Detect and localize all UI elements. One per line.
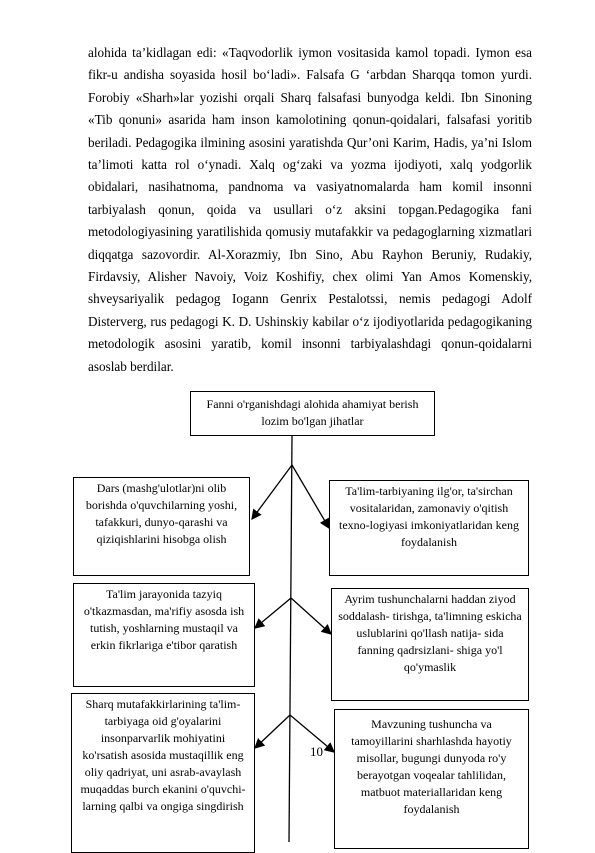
diagram-box-left-3: Sharq mutafakkirlarining ta'lim-tarbiyaga oid g'oyalarini insonparvarlik mohiyatini ko'rsatish asosida mustaqillik eng oliy qadriyat, uni asrab-avaylash muqaddas burch ekanini o'quvchi-larning qalbi va ongiga singdirish (71, 693, 255, 853)
page-number: 10 (310, 744, 323, 759)
diagram-box-right-1: Ta'lim-tarbiyaning ilg'or, ta'sirchan vositalaridan, zamonaviy o'qitish texno-logiyasi imkoniyatlaridan keng foydalanish (329, 480, 529, 576)
diagram-box-right-3: Mavzuning tushuncha va tamoyillarini sharhlashda hayotiy misollar, bugungi dunyoda ro'y berayotgan voqealar tahlilidan, matbuot materiallaridan keng foydalanish (334, 709, 529, 849)
body-paragraph: alohida ta’kidlagan edi: «Taqvodorlik iymon vositasida kamol topadi. Iymon esa fikr-u andisha soyasida hosil bo‘ladi». Falsafa G ‘arbdan Sharqqa tomon yurdi. Forobiy «Sharh»lar yozishi orqali Sharq falsafasi bunyodga keldi. Ibn Sinoning «Tib qonuni» asarida ham inson kamolotining qonun-qoidalari, falsafasi yoritib beriladi. Pedagogika ilmining asosini yaratishda Qur’oni Karim, Hadis, ya’ni Islom ta’limoti katta rol o‘ynadi. Xalq og‘zaki va yozma ijodiyoti, xalq yodgorlik obidalari, nasihatnoma, pandnoma va vasiyatnomalarda ham komil insonni tarbiyalash qonun, qoida va usullari o‘z aksini topgan.Pedagogika fani metodologiyasining yaratilishida qomusiy mutafakkir va pedagoglarning xizmatlari diqqatga sazovordir. Al-Xorazmiy, Ibn Sino, Abu Rayhon Beruniy, Rudakiy, Firdavsiy, Alisher Navoiy, Voiz Koshifiy, chex olimi Yan Amos Komenskiy, shveysariyalik pedagog Iogann Genrix Pestalotssi, nemis pedagogi Adolf Disterverg, rus pedagogi K. D. Ushinskiy kabilar o‘z ijodiyotlarida pedagogikaning metodologik asosini yaratib, komil insonni tarbiyalashdagi qonun-qoidalarni asoslab berdilar. (88, 45, 532, 374)
diagram-box-left-1: Dars (mashg'ulotlar)ni olib borishda o'quvchilarning yoshi, tafakkuri, dunyo-qarashi va qiziqishlarini hisobga olish (73, 477, 250, 576)
diagram-title-box: Fanni o'rganishdagi alohida ahamiyat berish lozim bo'lgan jihatlar (190, 391, 435, 436)
diagram-box-right-2: Ayrim tushunchalarni haddan ziyod soddalash- tirishga, ta'limning eskicha uslublarini qo'llash natija- sida fanning qadrsizlani- shiga yo'l qo'ymaslik (331, 588, 529, 701)
diagram-box-left-2: Ta'lim jarayonida tazyiq o'tkazmasdan, ma'rifiy asosda ish tutish, yoshlarning mustaqil va erkin fikrlariga e'tibor qaratish (73, 583, 255, 687)
